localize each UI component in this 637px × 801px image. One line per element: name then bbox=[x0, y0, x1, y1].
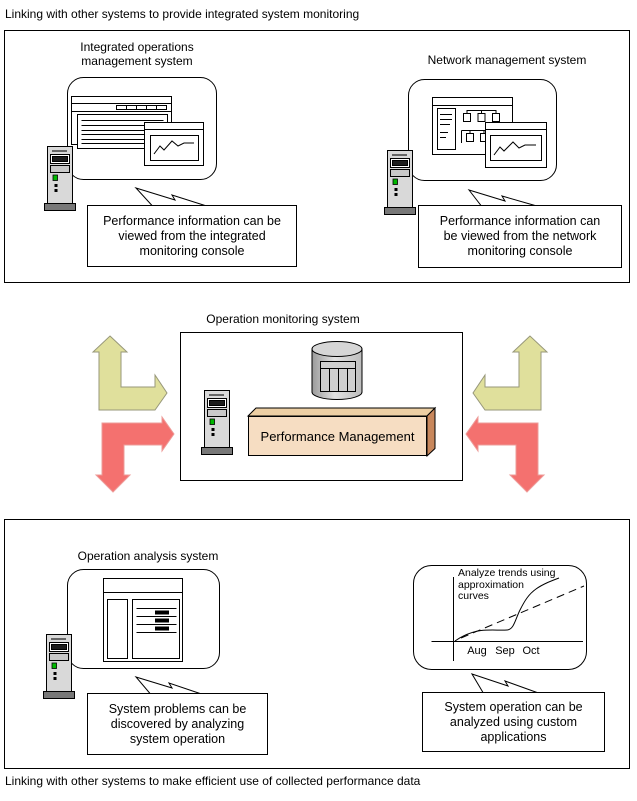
top-caption: Linking with other systems to provide integrated system monitoring bbox=[5, 7, 360, 21]
x-label-oct: Oct bbox=[522, 645, 540, 657]
x-label-sep: Sep bbox=[495, 645, 515, 657]
bottom-caption: Linking with other systems to make efficient use of collected performance data bbox=[5, 774, 421, 788]
analysis-system-label: Operation analysis system bbox=[77, 549, 219, 563]
callout-custom-apps: System operation can be analyzed using custom applications bbox=[422, 692, 605, 752]
integrated-system-label: Integrated operations management system bbox=[80, 40, 194, 68]
performance-management-label: Performance Management bbox=[260, 428, 415, 444]
network-system-label: Network management system bbox=[427, 53, 587, 67]
callout-analysis: System problems can be discovered by analyzing system operation bbox=[87, 693, 268, 755]
analysis-report-window bbox=[104, 579, 183, 662]
exchange-arrow-red-right bbox=[466, 417, 544, 492]
callout-network: Performance information can be viewed from the network monitoring console bbox=[418, 205, 622, 268]
server-icon bbox=[202, 391, 233, 455]
trend-chart-annotation: Analyze trends using approximation curves bbox=[458, 567, 556, 602]
x-label-aug: Aug bbox=[467, 645, 487, 657]
server-icon bbox=[44, 635, 75, 699]
server-icon bbox=[385, 151, 416, 215]
monitoring-system-label: Operation monitoring system bbox=[206, 312, 360, 326]
database-cylinder-icon bbox=[312, 342, 362, 400]
exchange-arrow-yellow-left bbox=[93, 336, 167, 410]
server-icon bbox=[45, 147, 76, 211]
exchange-arrow-yellow-right bbox=[473, 336, 547, 410]
exchange-arrow-red-left bbox=[96, 417, 174, 492]
callout-integrated: Performance information can be viewed from the integrated monitoring console bbox=[87, 205, 297, 267]
